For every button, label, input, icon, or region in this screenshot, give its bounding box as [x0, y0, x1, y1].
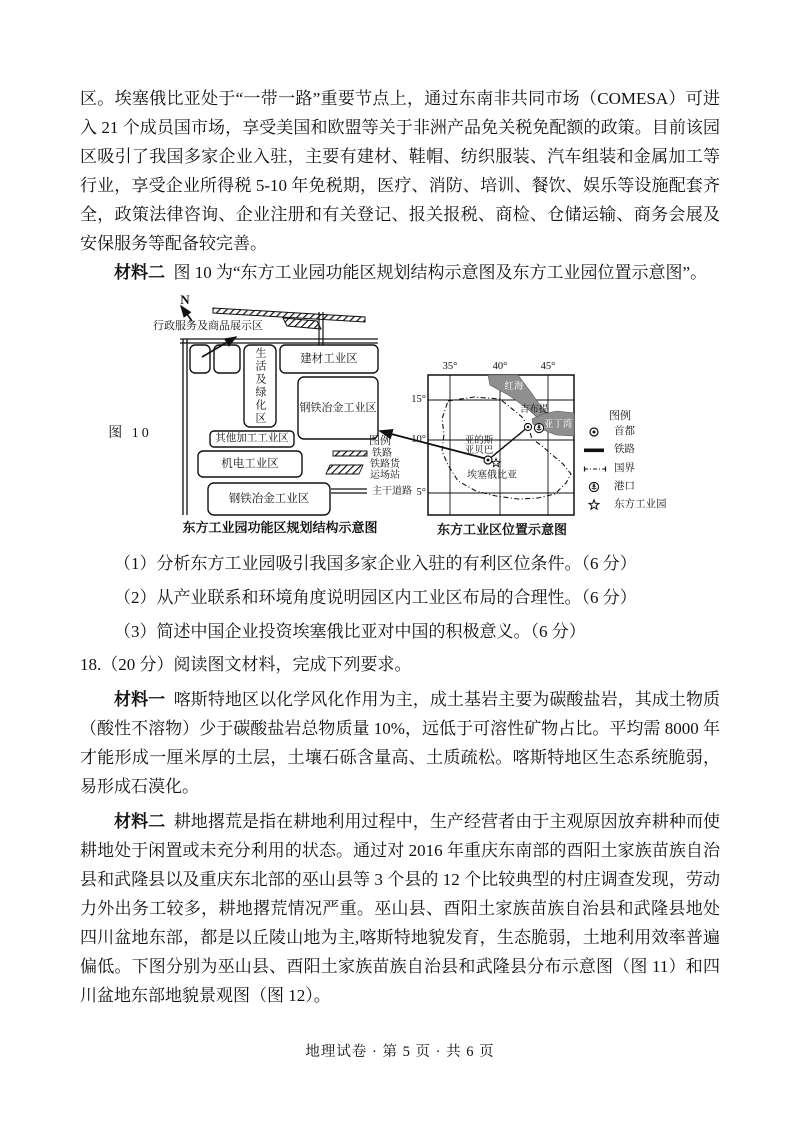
capital-symbol-addis — [484, 456, 492, 464]
addis-ababa-label-2: 亚贝巴 — [464, 446, 494, 457]
freight-station-shape — [283, 318, 321, 329]
living-green-label: 生活及绿化区 — [254, 347, 267, 425]
map-legend-capital-label: 首都 — [614, 426, 635, 438]
question-1: （1）分析东方工业园吸引我国多家企业入驻的有利区位条件。（6 分） — [114, 554, 637, 573]
gulf-of-aden-label: 亚丁湾 — [543, 420, 573, 431]
map-legend-railway-symbol — [584, 449, 604, 453]
map-legend-capital-symbol — [590, 428, 598, 436]
lon-45-label: 45° — [540, 361, 556, 373]
steel-right-label: 钢铁冶金工业区 — [299, 401, 377, 414]
ethiopia-label: 埃塞俄比亚 — [467, 469, 517, 481]
figure-10-label: 图 10 — [108, 426, 152, 442]
paragraph-material2 — [80, 807, 720, 1010]
material1-text: 喀斯特地区以化学风化作用为主，成土基岩主要为碳酸盐岩，其成土物质（酸性不溶物）少于碳酸盐岩总物质量 10%，远低于可溶性矿物占比。平均需 8000 年才能形成一厘米厚的土层，土壤石砾含量高、土质疏松。喀斯特地区生态系统脆弱，易形成石漠化。 — [80, 690, 721, 796]
building-materials-label: 建材工业区 — [300, 352, 358, 365]
plan-legend-freight-label-2: 运场站 — [370, 470, 400, 481]
page-body — [80, 84, 720, 1010]
map-legend-port-symbol — [589, 482, 598, 491]
map-legend-border-symbol — [584, 467, 606, 472]
figure-10 — [80, 293, 720, 545]
red-sea-label: 红海 — [504, 382, 524, 393]
lat-10-label: 10° — [411, 434, 426, 446]
north-label: N — [180, 291, 190, 307]
question-3: （3）简述中国企业投资埃塞俄比亚对中国的积极意义。（6 分） — [114, 622, 586, 641]
plan-caption: 东方工业园功能区规划结构示意图 — [182, 519, 378, 535]
electromechanical-label: 机电工业区 — [221, 457, 279, 470]
lat-15-label: 15° — [411, 394, 426, 406]
small-block-1 — [190, 345, 210, 373]
map-caption: 东方工业区位置示意图 — [436, 521, 567, 537]
paragraph-material1 — [80, 685, 720, 801]
legend-freight-symbol — [326, 465, 363, 474]
map-legend-railway-label: 铁路 — [614, 444, 635, 456]
admin-zone-label: 行政服务及商品展示区 — [153, 320, 263, 333]
other-processing-label: 其他加工工业区 — [215, 433, 289, 445]
page-footer: 地理试卷 · 第 5 页 · 共 6 页 — [305, 1044, 495, 1060]
map-legend-park-label: 东方工业园 — [614, 499, 667, 511]
plan-legend-railway-label: 铁路 — [372, 447, 392, 459]
lat-5-label: 5° — [416, 487, 426, 499]
north-arrow — [181, 306, 192, 321]
admin-services-block — [214, 345, 240, 373]
material2-text: 图 10 为“东方工业园功能区规划结构示意图及东方工业园位置示意图”。 — [173, 263, 708, 282]
plan-legend-title: 图例 — [369, 435, 391, 448]
question-2: （2）从产业联系和环境角度说明园区内工业区布局的合理性。（6 分） — [114, 588, 637, 607]
plan-legend-freight-label-1: 铁路货 — [370, 459, 400, 470]
paragraph-material2-intro — [80, 258, 720, 287]
steel-bottom-label: 钢铁冶金工业区 — [228, 492, 310, 505]
plan-legend-road-label: 主干道路 — [372, 485, 412, 497]
map-legend-port-label: 港口 — [614, 481, 635, 493]
material2b-text: 耕地撂荒是指在耕地利用过程中，生产经营者由于主观原因放弃耕种而使耕地处于闲置或未充分利用的状态。通过对 2016 年重庆东南部的酉阳土家族苗族自治县和武隆县以及重庆东北部的巫山县等 3 个县的 12 个比较典型的村庄调查发现，劳动力外出务工较多，耕地撂荒情况严重。巫山县、酉阳土家族苗族自治县和武隆县地处四川盆地东部，都是以丘陵山地为主,喀斯特地貌发育，生态脆弱，土地利用效率普遍偏低。下图分别为巫山县、酉阳土家族苗族自治县和武隆县分布示意图（图 11）和四川盆地东部地貌景观图（图 12）。 — [80, 812, 721, 1005]
material1-label: 材料一 — [114, 690, 166, 709]
map-legend-star-symbol — [589, 500, 599, 509]
lon-35-label: 35° — [442, 361, 458, 373]
lon-40-label: 40° — [492, 361, 508, 373]
addis-ababa-label-1: 亚的斯 — [464, 436, 494, 447]
map-legend-border-label: 国界 — [614, 463, 635, 475]
capital-symbol-djibouti — [524, 423, 531, 430]
map-legend-title: 图例 — [609, 410, 631, 423]
material2b-label: 材料二 — [114, 812, 166, 831]
material2-label: 材料二 — [114, 263, 165, 282]
djibouti-label: 吉布提 — [519, 405, 549, 416]
question-18-stem: 18.（20 分）阅读图文材料，完成下列要求。 — [80, 655, 412, 674]
legend-railway-symbol — [333, 451, 367, 456]
paragraph-material1-continuation: 区。埃塞俄比亚处于“一带一路”重要节点上，通过东南非共同市场（COMESA）可进入 21 个成员国市场，享受美国和欧盟等关于非洲产品免关税免配额的政策。目前该园区吸引了我国多家企业入驻，主要有建材、鞋帽、纺织服装、汽车组装和金属加工等行业，享受企业所得税 5-10 年免税期，医疗、消防、培训、餐饮、娱乐等设施配套齐全，政策法律咨询、企业注册和有关登记、报关报税、商检、仓储运输、商务会展及安保服务等配备较完善。 — [80, 89, 720, 253]
